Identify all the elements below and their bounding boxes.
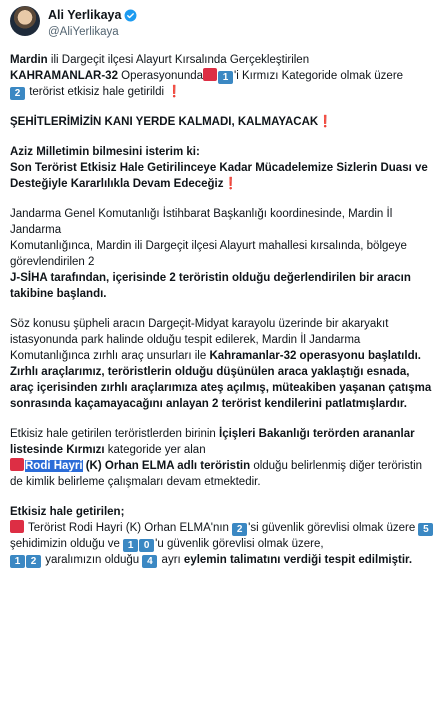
keycap-icon: 1 — [218, 71, 233, 84]
text: eylemin talimatını verdiği tespit edilmiştir. — [183, 554, 413, 566]
highlighted-name: Rodi Hayri — [25, 460, 83, 472]
text: kategoride yer alan — [104, 444, 206, 456]
keycap-icon: 5 — [418, 523, 433, 536]
red-square-icon — [10, 458, 24, 471]
text: ayrı — [158, 554, 184, 566]
keycap-icon: 1 — [10, 555, 25, 568]
paragraph-6 — [10, 426, 435, 490]
keycap-icon: 1 — [123, 539, 138, 552]
keycap-icon: 2 — [26, 555, 41, 568]
keycap-icon: 2 — [10, 87, 25, 100]
text: şehidimizin olduğu ve — [10, 538, 124, 550]
text: terörist etkisiz hale getirildi — [26, 86, 168, 98]
paragraph-7 — [10, 504, 435, 568]
red-square-icon — [10, 520, 24, 533]
text: 'i Kırmızı Kategoride olmak üzere — [234, 70, 404, 82]
paragraph-2 — [10, 114, 435, 130]
text: Etkisiz hale getirilen; — [10, 506, 125, 518]
avatar[interactable] — [10, 6, 40, 36]
text: ili Dargeçit ilçesi Alayurt Kırsalında Gerçekleştirilen — [47, 54, 310, 66]
author-handle[interactable]: @AliYerlikaya — [48, 26, 119, 38]
paragraph-3 — [10, 144, 435, 192]
paragraph-4 — [10, 206, 435, 302]
paragraph-5 — [10, 316, 435, 412]
keycap-icon: 4 — [142, 555, 157, 568]
text: Komutanlığınca, Mardin ili Dargeçit ilçesi Alayurt mahallesi kırsalında, bölgeye görevlendirilen 2 — [10, 240, 407, 268]
author-name-row[interactable] — [48, 8, 137, 22]
text: Operasyonunda — [117, 70, 204, 82]
text: J-SİHA tarafından, içerisinde 2 teröristin olduğu değerlendirilen bir aracın takibine başlandı. — [10, 272, 411, 300]
red-square-icon — [203, 68, 217, 81]
paragraph-1 — [10, 52, 435, 100]
text: Aziz Milletimin bilmesini isterim ki: — [10, 146, 200, 158]
text: Terörist Rodi Hayri (K) Orhan ELMA'nın — [25, 522, 233, 534]
tweet-header — [0, 0, 442, 50]
text: Etkisiz hale getirilen teröristlerden birinin — [10, 428, 220, 440]
text: Son Terörist Etkisiz Hale Getirilinceye Kadar Mücadelemize Sizlerin Duası ve Desteğiyle Kararlılıkla Devam Edeceğiz — [10, 162, 428, 190]
keycap-icon: 0 — [139, 539, 154, 552]
text: olduğu belirlenmiş diğer teröristin de kimlik belirleme çalışmaları devam etmektedir. — [10, 460, 423, 488]
verified-badge-icon — [124, 9, 137, 22]
text: (K) Orhan ELMA adlı teröristin — [82, 460, 251, 472]
exclamation-icon: ❗ — [167, 86, 182, 98]
text-operation-name: KAHRAMANLAR-32 — [10, 70, 118, 82]
text: Söz konusu şüpheli aracın Dargeçit-Midyat karayolu üzerinde bir akaryakıt istasyonunda park halinde olduğu tespit edilerek, Mardin İl Jandarma Komutanlığınca zırhlı araç unsurları ile — [10, 318, 389, 362]
text: İçişleri Bakanlığı terörden arananlar listesinde Kırmızı — [10, 428, 415, 456]
text-mardin: Mardin — [10, 54, 48, 66]
exclamation-icon: ❗ — [318, 116, 333, 128]
text: Jandarma Genel Komutanlığı İstihbarat Başkanlığı koordinesinde, Mardin İl Jandarma — [10, 208, 393, 236]
text: 'si güvenlik görevlisi olmak üzere — [248, 522, 419, 534]
text: Kahramanlar-32 operasyonu başlatıldı. Zırhlı araçlarımız, teröristlerin olduğu düşünülen araca yaklaştığı esnada, araç içerisinden zırhlı araçlarımıza ateş açılmış, müteakiben yaşanan çatışma sonrasında kaçamayacağını anlayan 2 terörist kendilerini patlatmışlardır. — [10, 350, 432, 410]
author-name[interactable]: Ali Yerlikaya — [48, 8, 122, 22]
keycap-icon: 2 — [232, 523, 247, 536]
text: yaralımızın olduğu — [42, 554, 143, 566]
text: 'u güvenlik görevlisi olmak üzere, — [155, 538, 324, 550]
text: ŞEHİTLERİMİZİN KANI YERDE KALMADI, KALMAYACAK — [10, 116, 319, 128]
exclamation-icon: ❗ — [223, 178, 238, 190]
tweet-text — [10, 52, 435, 582]
